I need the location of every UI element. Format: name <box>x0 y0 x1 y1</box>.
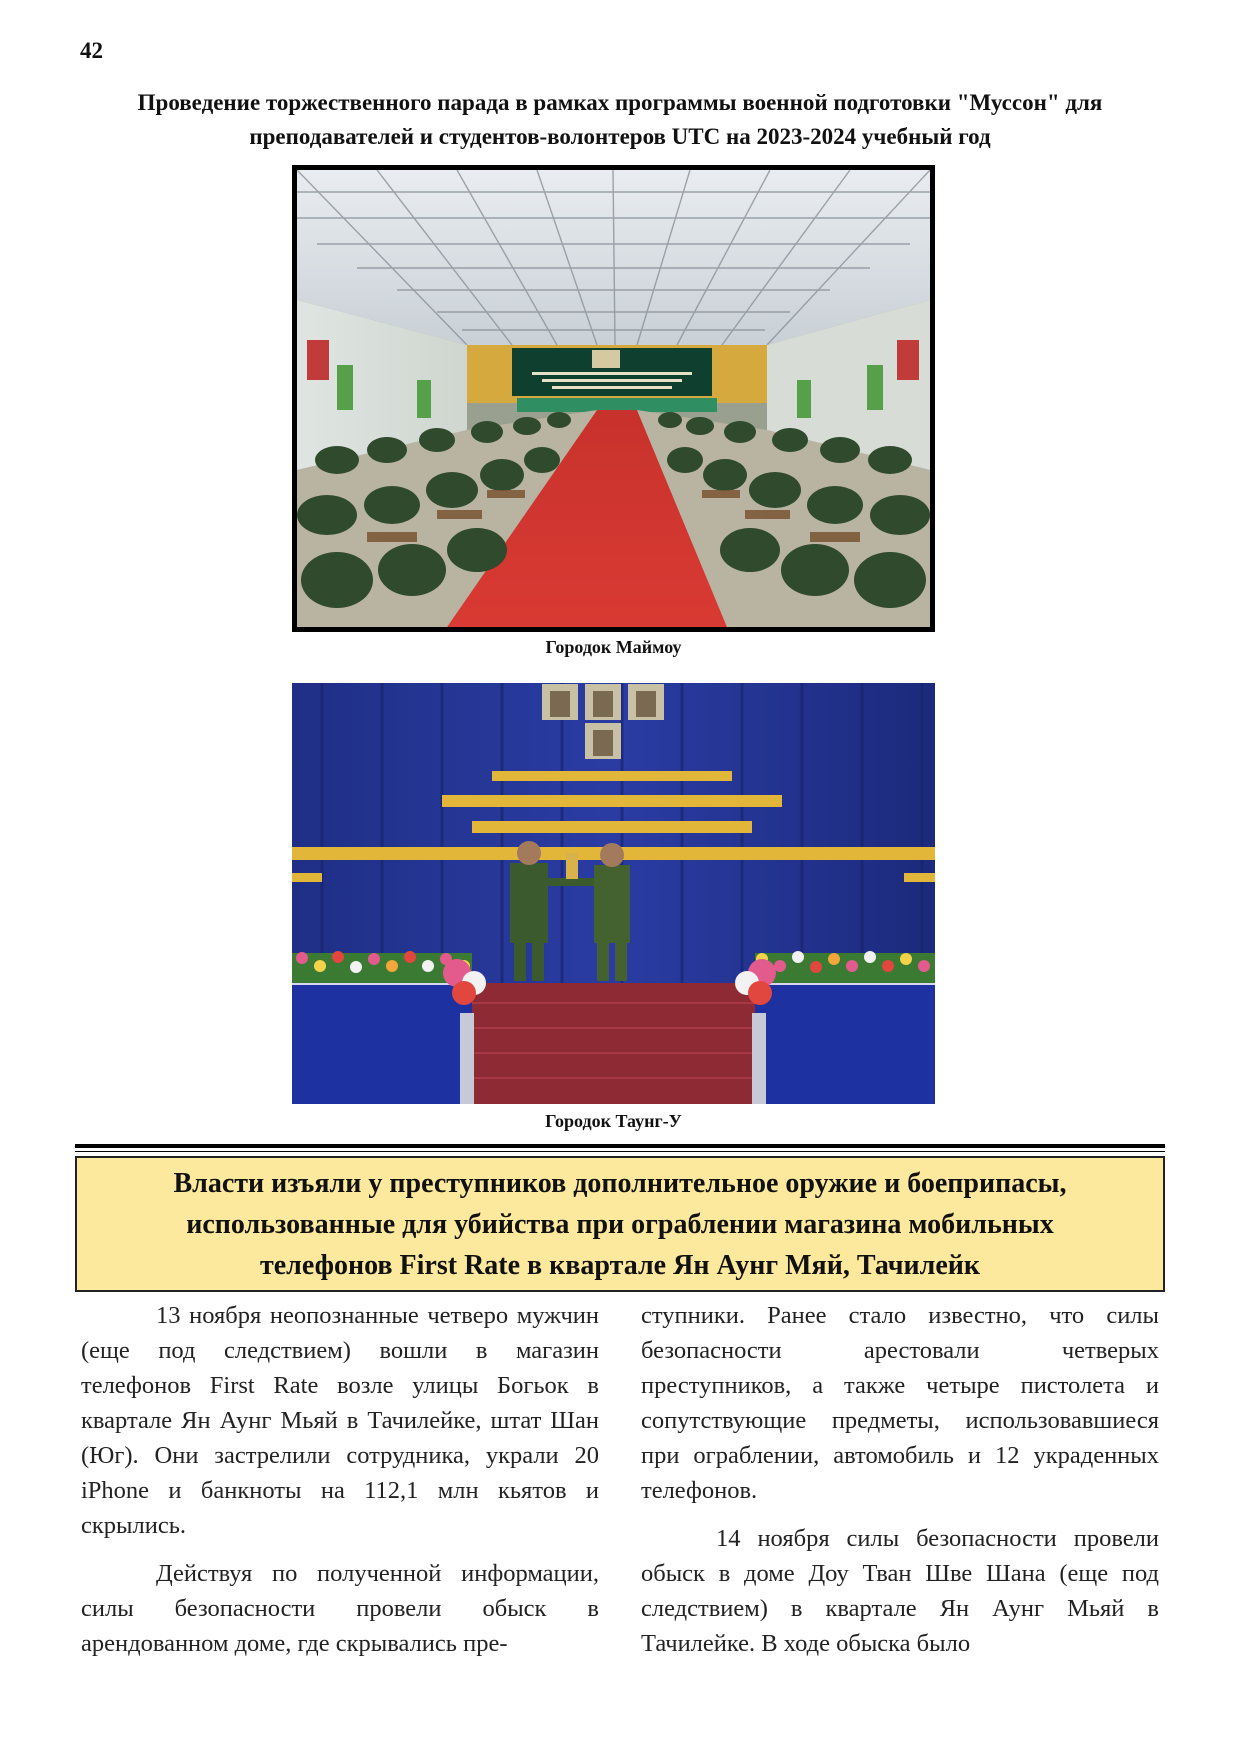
article-column-right <box>641 1298 1159 1674</box>
paragraph: 13 ноября неопознанные четверо мужчин (еще под следствием) вошли в магазин телефонов First Rate возле улицы Богьок в квартале Ян Аунг Мьяй в Тачилейке, штат Шан (Юг). Они застрелили сотрудника, украли 20 iPhone и банкноты на 112,1 млн кьятов и скрылись. <box>81 1302 599 1539</box>
article-column-left <box>81 1298 599 1674</box>
section-divider-thin <box>75 1151 1165 1152</box>
page-title: Проведение торжественного парада в рамках программы военной подготовки "Муссон" для преподавателей и студентов-волонтеров UTC на 2023-2024 учебный год <box>137 90 1103 149</box>
section-divider <box>75 1144 1165 1148</box>
award-ceremony-photo <box>292 683 935 1104</box>
paragraph: 14 ноября силы безопасности провели обыск в доме Доу Тван Шве Шана (еще под следствием) в квартале Ян Аунг Мьяй в Тачилейке. В ходе обыска было <box>641 1525 1159 1657</box>
paragraph: Действуя по полученной информации, силы безопасности провели обыск в арендованном доме, где скрывались пре- <box>81 1560 599 1657</box>
photo-caption: Городок Маймоу <box>545 637 682 657</box>
headline-box <box>75 1156 1165 1292</box>
article-headline: Власти изъяли у преступников дополнительное оружие и боеприпасы, использованные для убийства при ограблении магазина мобильных телефонов First Rate в квартале Ян Аунг Мяй, Тачилейк <box>173 1167 1067 1281</box>
photo-caption: Городок Таунг-У <box>545 1111 682 1131</box>
paragraph: ступники. Ранее стало известно, что силы безопасности арестовали четверых преступников, а также четыре пистолета и сопутствующие предметы, использовавшиеся при ограблении, автомобиль и 12 украденных телефонов. <box>641 1302 1159 1504</box>
page-number: 42 <box>80 38 103 63</box>
assembly-hall-photo <box>292 165 935 632</box>
